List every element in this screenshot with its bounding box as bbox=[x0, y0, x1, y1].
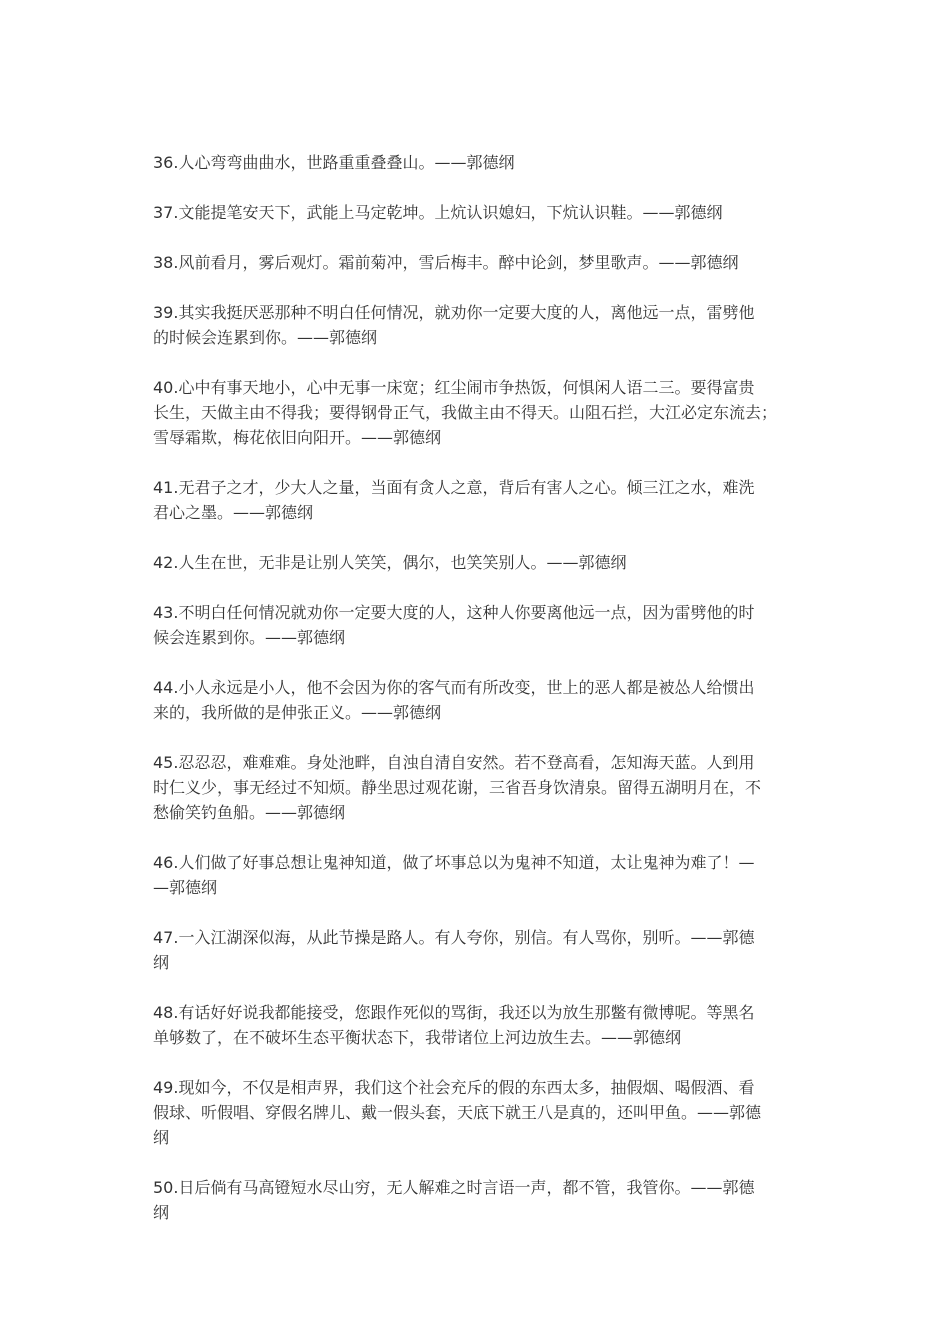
quote-36: 36.人心弯弯曲曲水，世路重重叠叠山。——郭德纲 bbox=[153, 153, 515, 172]
quote-40: 40.心中有事天地小，心中无事一床宽；红尘闹市争热饭，何惧闲人语二三。要得富贵 长生，天做主由不得我；要得钢骨正气，我做主由不得天。山阻石拦，大江必定东流去； 雪辱霜欺，梅花依旧向阳开。——郭德纲 bbox=[153, 378, 778, 447]
quote-43: 43.不明白任何情况就劝你一定要大度的人，这种人你要离他远一点，因为雷劈他的时 候会连累到你。——郭德纲 bbox=[153, 603, 755, 647]
quote-49: 49.现如今，不仅是相声界，我们这个社会充斥的假的东西太多，抽假烟、喝假酒、看 假球、听假唱、穿假名牌儿、戴一假头套，天底下就王八是真的，还叫甲鱼。——郭德 纲 bbox=[153, 1078, 762, 1147]
quote-37: 37.文能提笔安天下，武能上马定乾坤。上炕认识媳妇，下炕认识鞋。——郭德纲 bbox=[153, 203, 723, 222]
quote-48: 48.有话好好说我都能接受，您跟作死似的骂街，我还以为放生那鳖有微博呢。等黑名 单够数了，在不破坏生态平衡状态下，我带诸位上河边放生去。——郭德纲 bbox=[153, 1003, 755, 1047]
quote-38: 38.风前看月，雾后观灯。霜前菊冲，雪后梅丰。醉中论剑，梦里歌声。——郭德纲 bbox=[153, 253, 739, 272]
quote-44: 44.小人永远是小人，他不会因为你的客气而有所改变，世上的恶人都是被怂人给惯出 来的，我所做的是伸张正义。——郭德纲 bbox=[153, 678, 755, 722]
quote-39: 39.其实我挺厌恶那种不明白任何情况，就劝你一定要大度的人，离他远一点，雷劈他 的时候会连累到你。——郭德纲 bbox=[153, 303, 755, 347]
quote-45: 45.忍忍忍，难难难。身处池畔，自浊自清自安然。若不登高看，怎知海天蓝。人到用 时仁义少，事无经过不知烦。静坐思过观花谢，三省吾身饮清泉。留得五湖明月在，不 愁偷笑钓鱼船。——郭德纲 bbox=[153, 753, 762, 822]
quote-42: 42.人生在世，无非是让别人笑笑，偶尔，也笑笑别人。——郭德纲 bbox=[153, 553, 627, 572]
quote-50: 50.日后倘有马高镫短水尽山穷，无人解难之时言语一声，都不管，我管你。——郭德 纲 bbox=[153, 1178, 755, 1222]
quote-47: 47.一入江湖深似海，从此节操是路人。有人夸你，别信。有人骂你，别听。——郭德 纲 bbox=[153, 928, 755, 972]
quote-41: 41.无君子之才，少大人之量，当面有贪人之意，背后有害人之心。倾三江之水，难洗 君心之墨。——郭德纲 bbox=[153, 478, 755, 522]
quote-list bbox=[153, 150, 803, 1250]
quote-46: 46.人们做了好事总想让鬼神知道，做了坏事总以为鬼神不知道，太让鬼神为难了！— —郭德纲 bbox=[153, 853, 755, 897]
